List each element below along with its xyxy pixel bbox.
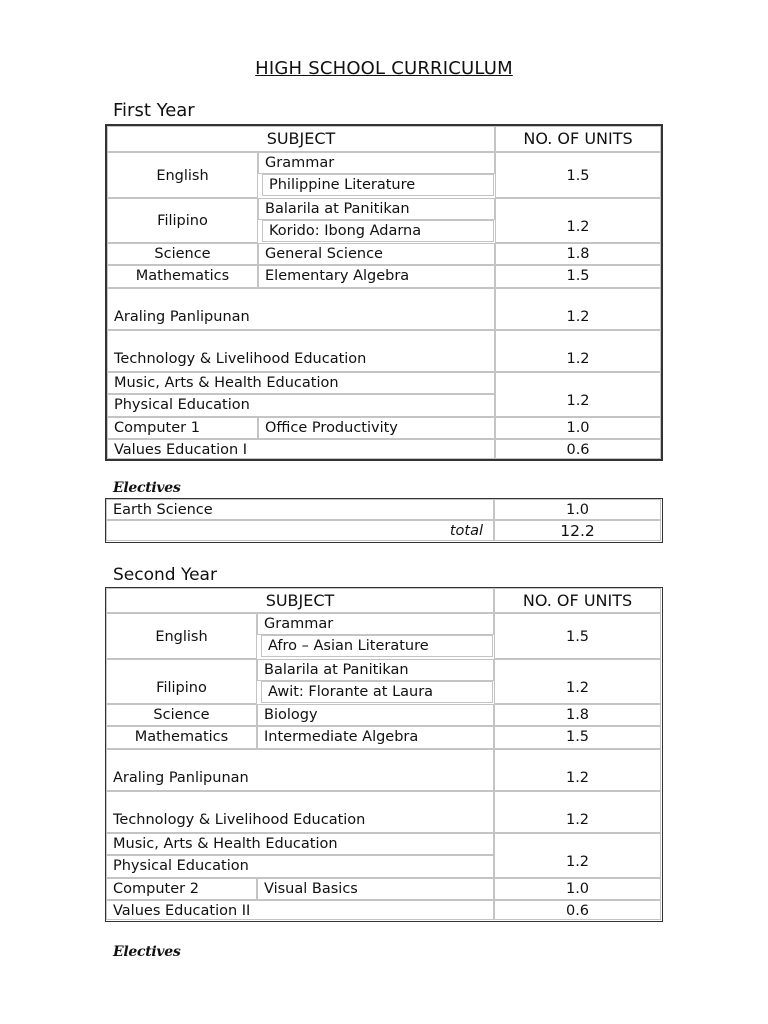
elective-subject: Earth Science: [106, 499, 494, 520]
second-year-heading: Second Year: [113, 565, 217, 585]
units-mapeh: 1.2: [495, 372, 661, 417]
subject-filipino-2: Filipino: [106, 659, 257, 704]
header-subject: SUBJECT: [107, 126, 495, 152]
topic-literature-2: Afro – Asian Literature: [261, 635, 493, 657]
topic-science: General Science: [258, 243, 495, 265]
topic-grammar-2: Grammar: [257, 613, 494, 635]
units-values: 0.6: [495, 439, 661, 459]
topic-grammar: Grammar: [258, 152, 495, 174]
subject-mapeh-music-2: Music, Arts & Health Education: [106, 833, 494, 855]
header-units: NO. OF UNITS: [495, 126, 661, 152]
topic-awit: Awit: Florante at Laura: [261, 681, 493, 703]
units-english-2: 1.5: [494, 613, 661, 659]
units-filipino: 1.2: [495, 198, 661, 243]
units-values-2: 0.6: [494, 900, 661, 920]
subject-filipino: Filipino: [107, 198, 258, 243]
header-units-2: NO. OF UNITS: [494, 588, 661, 613]
subject-computer-2: Computer 2: [106, 878, 257, 900]
first-year-heading: First Year: [113, 100, 195, 121]
subject-science: Science: [107, 243, 258, 265]
electives-heading-1: Electives: [113, 480, 181, 496]
subject-values-2: Values Education II: [106, 900, 494, 920]
units-english: 1.5: [495, 152, 661, 198]
electives-heading-2: Electives: [113, 944, 181, 960]
units-ap: 1.2: [495, 288, 661, 330]
units-mapeh-2: 1.2: [494, 833, 661, 878]
topic-computer: Office Productivity: [258, 417, 495, 439]
total-label: total: [106, 520, 494, 541]
units-math-2: 1.5: [494, 726, 661, 749]
subject-tle: Technology & Livelihood Education: [107, 330, 495, 372]
total-value: 12.2: [494, 520, 661, 541]
subject-english: English: [107, 152, 258, 198]
subject-math: Mathematics: [107, 265, 258, 288]
units-tle-2: 1.2: [494, 791, 661, 833]
topic-math: Elementary Algebra: [258, 265, 495, 288]
second-year-table: [105, 587, 663, 922]
units-filipino-2: 1.2: [494, 659, 661, 704]
first-year-table: [105, 124, 663, 461]
units-computer-2: 1.0: [494, 878, 661, 900]
elective-units: 1.0: [494, 499, 661, 520]
topic-korido: Korido: Ibong Adarna: [262, 220, 494, 242]
units-science-2: 1.8: [494, 704, 661, 726]
topic-math-2: Intermediate Algebra: [257, 726, 494, 749]
topic-balarila-2: Balarila at Panitikan: [257, 659, 494, 681]
subject-values: Values Education I: [107, 439, 495, 459]
header-subject-2: SUBJECT: [106, 588, 494, 613]
subject-ap: Araling Panlipunan: [107, 288, 495, 330]
topic-computer-2: Visual Basics: [257, 878, 494, 900]
units-computer: 1.0: [495, 417, 661, 439]
subject-mapeh-music: Music, Arts & Health Education: [107, 372, 495, 394]
first-year-electives-table: [105, 498, 663, 543]
units-tle: 1.2: [495, 330, 661, 372]
subject-ap-2: Araling Panlipunan: [106, 749, 494, 791]
subject-science-2: Science: [106, 704, 257, 726]
subject-computer: Computer 1: [107, 417, 258, 439]
units-ap-2: 1.2: [494, 749, 661, 791]
units-math: 1.5: [495, 265, 661, 288]
subject-math-2: Mathematics: [106, 726, 257, 749]
units-science: 1.8: [495, 243, 661, 265]
page-title: HIGH SCHOOL CURRICULUM: [255, 58, 513, 79]
subject-english-2: English: [106, 613, 257, 659]
topic-literature: Philippine Literature: [262, 174, 494, 196]
subject-mapeh-pe: Physical Education: [107, 394, 495, 417]
subject-tle-2: Technology & Livelihood Education: [106, 791, 494, 833]
topic-biology: Biology: [257, 704, 494, 726]
topic-balarila: Balarila at Panitikan: [258, 198, 495, 220]
subject-mapeh-pe-2: Physical Education: [106, 855, 494, 878]
